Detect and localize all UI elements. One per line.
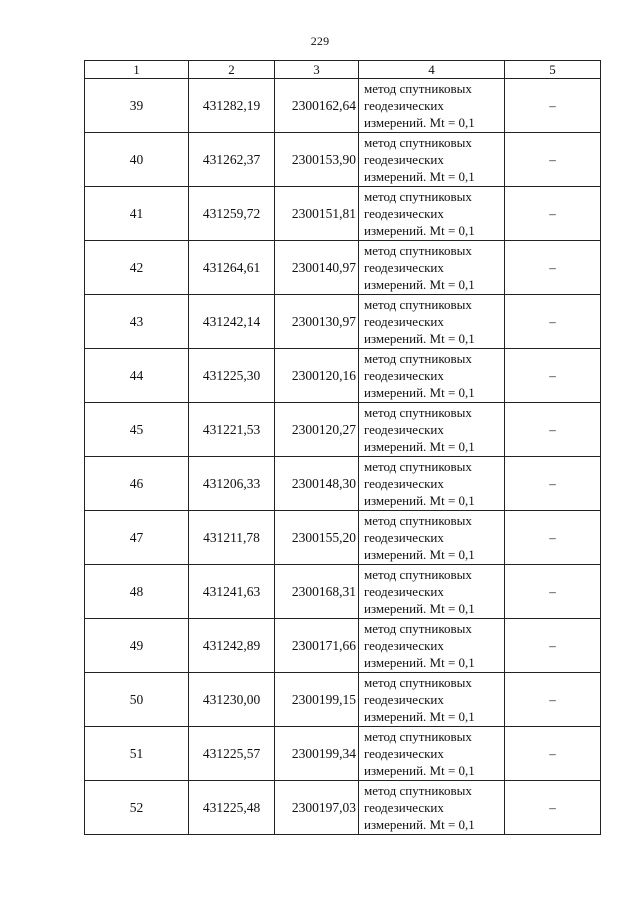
point-number-cell: 48 bbox=[85, 565, 189, 619]
method-line: измерений. Mt = 0,1 bbox=[364, 601, 475, 616]
x-coordinate-cell: 431262,37 bbox=[189, 133, 275, 187]
point-number-cell: 50 bbox=[85, 673, 189, 727]
page-number: 229 bbox=[310, 34, 330, 48]
method-line: измерений. Mt = 0,1 bbox=[364, 763, 475, 778]
column-header-5: 5 bbox=[505, 61, 601, 79]
method-line: измерений. Mt = 0,1 bbox=[364, 547, 475, 562]
method-cell bbox=[359, 403, 505, 457]
method-cell bbox=[359, 349, 505, 403]
method-cell bbox=[359, 619, 505, 673]
y-coordinate-cell: 2300148,30 bbox=[275, 457, 359, 511]
point-number-cell: 40 bbox=[85, 133, 189, 187]
method-cell bbox=[359, 727, 505, 781]
method-line: измерений. Mt = 0,1 bbox=[364, 169, 475, 184]
table-header bbox=[85, 61, 601, 79]
x-coordinate-cell: 431230,00 bbox=[189, 673, 275, 727]
method-line: геодезических bbox=[364, 422, 444, 437]
table-row bbox=[85, 295, 601, 349]
method-line: геодезических bbox=[364, 152, 444, 167]
method-line: геодезических bbox=[364, 314, 444, 329]
table-body bbox=[85, 79, 601, 835]
table-row bbox=[85, 781, 601, 835]
y-coordinate-cell: 2300153,90 bbox=[275, 133, 359, 187]
x-coordinate-cell: 431225,57 bbox=[189, 727, 275, 781]
y-coordinate-cell: 2300168,31 bbox=[275, 565, 359, 619]
method-cell bbox=[359, 457, 505, 511]
method-line: измерений. Mt = 0,1 bbox=[364, 331, 475, 346]
table-row bbox=[85, 457, 601, 511]
method-line: геодезических bbox=[364, 476, 444, 491]
y-coordinate-cell: 2300120,27 bbox=[275, 403, 359, 457]
method-line: геодезических bbox=[364, 530, 444, 545]
x-coordinate-cell: 431206,33 bbox=[189, 457, 275, 511]
method-line: измерений. Mt = 0,1 bbox=[364, 817, 475, 832]
x-coordinate-cell: 431242,89 bbox=[189, 619, 275, 673]
method-line: метод спутниковых bbox=[364, 189, 472, 204]
method-line: измерений. Mt = 0,1 bbox=[364, 277, 475, 292]
method-line: геодезических bbox=[364, 746, 444, 761]
table-row bbox=[85, 403, 601, 457]
note-cell: – bbox=[505, 781, 601, 835]
method-cell bbox=[359, 565, 505, 619]
method-line: геодезических bbox=[364, 206, 444, 221]
coordinates-table bbox=[84, 60, 601, 835]
point-number-cell: 39 bbox=[85, 79, 189, 133]
table-row bbox=[85, 511, 601, 565]
method-line: геодезических bbox=[364, 638, 444, 653]
point-number-cell: 43 bbox=[85, 295, 189, 349]
note-cell: – bbox=[505, 511, 601, 565]
header-row bbox=[85, 61, 601, 79]
column-header-4: 4 bbox=[359, 61, 505, 79]
x-coordinate-cell: 431221,53 bbox=[189, 403, 275, 457]
table-row bbox=[85, 673, 601, 727]
point-number-cell: 41 bbox=[85, 187, 189, 241]
y-coordinate-cell: 2300171,66 bbox=[275, 619, 359, 673]
note-cell: – bbox=[505, 295, 601, 349]
column-header-2: 2 bbox=[189, 61, 275, 79]
table-row bbox=[85, 187, 601, 241]
x-coordinate-cell: 431259,72 bbox=[189, 187, 275, 241]
column-header-1: 1 bbox=[85, 61, 189, 79]
method-line: геодезических bbox=[364, 692, 444, 707]
method-cell bbox=[359, 187, 505, 241]
note-cell: – bbox=[505, 187, 601, 241]
table-row bbox=[85, 619, 601, 673]
method-line: геодезических bbox=[364, 260, 444, 275]
note-cell: – bbox=[505, 673, 601, 727]
point-number-cell: 51 bbox=[85, 727, 189, 781]
note-cell: – bbox=[505, 403, 601, 457]
note-cell: – bbox=[505, 133, 601, 187]
method-line: метод спутниковых bbox=[364, 459, 472, 474]
method-line: измерений. Mt = 0,1 bbox=[364, 439, 475, 454]
method-line: измерений. Mt = 0,1 bbox=[364, 493, 475, 508]
y-coordinate-cell: 2300199,15 bbox=[275, 673, 359, 727]
x-coordinate-cell: 431264,61 bbox=[189, 241, 275, 295]
point-number-cell: 46 bbox=[85, 457, 189, 511]
method-line: метод спутниковых bbox=[364, 135, 472, 150]
method-line: измерений. Mt = 0,1 bbox=[364, 115, 475, 130]
y-coordinate-cell: 2300120,16 bbox=[275, 349, 359, 403]
method-line: геодезических bbox=[364, 584, 444, 599]
note-cell: – bbox=[505, 619, 601, 673]
point-number-cell: 52 bbox=[85, 781, 189, 835]
note-cell: – bbox=[505, 349, 601, 403]
note-cell: – bbox=[505, 241, 601, 295]
method-line: метод спутниковых bbox=[364, 297, 472, 312]
method-line: метод спутниковых bbox=[364, 567, 472, 582]
y-coordinate-cell: 2300162,64 bbox=[275, 79, 359, 133]
method-line: измерений. Mt = 0,1 bbox=[364, 655, 475, 670]
method-cell bbox=[359, 79, 505, 133]
point-number-cell: 42 bbox=[85, 241, 189, 295]
method-line: метод спутниковых bbox=[364, 783, 472, 798]
note-cell: – bbox=[505, 565, 601, 619]
method-cell bbox=[359, 295, 505, 349]
method-cell bbox=[359, 673, 505, 727]
method-line: метод спутниковых bbox=[364, 621, 472, 636]
note-cell: – bbox=[505, 727, 601, 781]
y-coordinate-cell: 2300151,81 bbox=[275, 187, 359, 241]
x-coordinate-cell: 431225,30 bbox=[189, 349, 275, 403]
method-line: метод спутниковых bbox=[364, 513, 472, 528]
method-cell bbox=[359, 133, 505, 187]
method-line: геодезических bbox=[364, 800, 444, 815]
method-line: метод спутниковых bbox=[364, 729, 472, 744]
method-cell bbox=[359, 781, 505, 835]
y-coordinate-cell: 2300199,34 bbox=[275, 727, 359, 781]
point-number-cell: 47 bbox=[85, 511, 189, 565]
x-coordinate-cell: 431242,14 bbox=[189, 295, 275, 349]
y-coordinate-cell: 2300155,20 bbox=[275, 511, 359, 565]
method-line: измерений. Mt = 0,1 bbox=[364, 709, 475, 724]
method-line: метод спутниковых bbox=[364, 351, 472, 366]
note-cell: – bbox=[505, 79, 601, 133]
note-cell: – bbox=[505, 457, 601, 511]
method-line: метод спутниковых bbox=[364, 405, 472, 420]
point-number-cell: 49 bbox=[85, 619, 189, 673]
x-coordinate-cell: 431241,63 bbox=[189, 565, 275, 619]
x-coordinate-cell: 431211,78 bbox=[189, 511, 275, 565]
method-line: геодезических bbox=[364, 368, 444, 383]
x-coordinate-cell: 431225,48 bbox=[189, 781, 275, 835]
y-coordinate-cell: 2300197,03 bbox=[275, 781, 359, 835]
column-header-3: 3 bbox=[275, 61, 359, 79]
table-row bbox=[85, 133, 601, 187]
x-coordinate-cell: 431282,19 bbox=[189, 79, 275, 133]
table-row bbox=[85, 241, 601, 295]
method-line: метод спутниковых bbox=[364, 81, 472, 96]
point-number-cell: 45 bbox=[85, 403, 189, 457]
table-row bbox=[85, 79, 601, 133]
method-line: измерений. Mt = 0,1 bbox=[364, 385, 475, 400]
method-line: метод спутниковых bbox=[364, 675, 472, 690]
table-row bbox=[85, 565, 601, 619]
point-number-cell: 44 bbox=[85, 349, 189, 403]
method-cell bbox=[359, 241, 505, 295]
method-line: измерений. Mt = 0,1 bbox=[364, 223, 475, 238]
method-line: геодезических bbox=[364, 98, 444, 113]
y-coordinate-cell: 2300130,97 bbox=[275, 295, 359, 349]
method-line: метод спутниковых bbox=[364, 243, 472, 258]
method-cell bbox=[359, 511, 505, 565]
table-row bbox=[85, 727, 601, 781]
table-row bbox=[85, 349, 601, 403]
y-coordinate-cell: 2300140,97 bbox=[275, 241, 359, 295]
